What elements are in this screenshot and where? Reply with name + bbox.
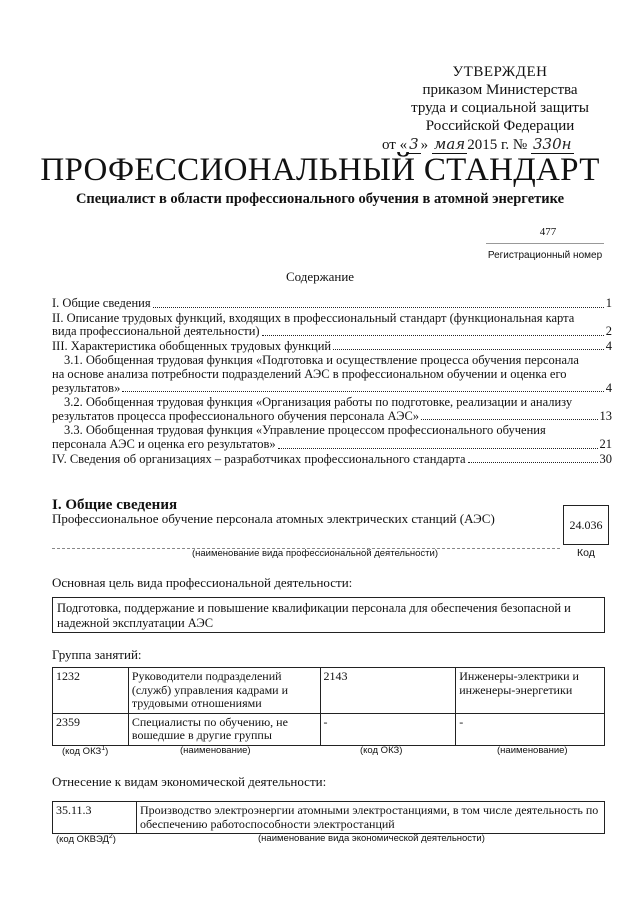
registration-underline (486, 243, 604, 244)
group-label: Группа занятий: (52, 647, 142, 662)
okved-label: Отнесение к видам экономической деятельности: (52, 774, 327, 789)
okved-code-cell: 35.11.3 (53, 802, 137, 834)
approval-title: УТВЕРЖДЕН (452, 64, 548, 80)
toc-page: 4 (605, 338, 612, 353)
okved-code-caption: (код ОКВЭД$^2$) (56, 833, 116, 846)
toc-item[interactable]: II. Описание трудовых функций, входящих в профессиональный стандарт (функциональная карта вида профессиональной деятельности) 2 (52, 310, 612, 339)
okz-code-caption-2: (код ОКЗ) (360, 745, 403, 756)
okved-name-caption: (наименование вида экономической деятельности) (258, 833, 485, 844)
activity-name: Профессиональное обучение персонала атомных электрических станций (АЭС) (52, 511, 495, 526)
toc-page: 4 (605, 380, 612, 395)
okved-name-cell: Производство электроэнергии атомными электростанциями, в том числе деятельность по обеспечению работоспособности электростанций (137, 802, 605, 834)
code-caption: Код (577, 547, 595, 559)
document-subtitle: Специалист в области профессионального обучения в атомной энергетике (75, 191, 565, 207)
occupation-name-cell: Руководители подразделений (служб) управления кадрами и трудовыми отношениями (128, 668, 320, 714)
toc-item[interactable]: 3.1. Обобщенная трудовая функция «Подготовка и осуществление процесса обучения персонала на основе анализа потребности подразделений АЭС в профессиональном обучении и оценка его результатов» 4 (52, 353, 612, 395)
name-caption-2: (наименование) (497, 745, 568, 756)
goal-box: Подготовка, поддержание и повышение квалификации персонала для обеспечения безопасной и надежной эксплуатации АЭС (52, 597, 605, 633)
date-mid: » (420, 137, 429, 153)
approval-line-3: Российской Федерации (425, 118, 575, 134)
okz-code-cell: 1232 (53, 668, 129, 714)
name-caption-1: (наименование) (180, 745, 251, 756)
okz-code-cell: 2143 (320, 668, 456, 714)
toc-item[interactable]: IV. Сведения об организациях – разработчиках профессионального стандарта 30 (52, 451, 612, 466)
okved-table (52, 801, 605, 834)
table-of-contents (52, 297, 612, 467)
approval-line-1: приказом Министерства (422, 82, 578, 98)
toc-heading: Содержание (285, 269, 355, 284)
toc-item[interactable]: 3.2. Обобщенная трудовая функция «Организация работы по подготовке, реализации и анализу результатов процесса профессионального обучения персонала АЭС» 13 (52, 395, 612, 423)
date-year: 2015 г. № (467, 137, 528, 153)
toc-item[interactable]: 3.3. Обобщенная трудовая функция «Управление процессом профессионального обучения персонала АЭС и оценка его результатов» 21 (52, 423, 612, 451)
okz-code-cell: 2359 (53, 713, 129, 745)
toc-item[interactable]: III. Характеристика обобщенных трудовых функций 4 (52, 338, 612, 353)
toc-page: 13 (599, 408, 612, 423)
table-row (53, 802, 605, 834)
section-heading: I. Общие сведения (52, 497, 178, 513)
registration-number: 477 (539, 226, 557, 238)
toc-item[interactable]: I. Общие сведения 1 (52, 296, 612, 310)
occupation-name-cell: Специалисты по обучению, не вошедшие в другие группы (128, 713, 320, 745)
document-title: ПРОФЕССИОНАЛЬНЫЙ СТАНДАРТ (40, 152, 600, 188)
occupation-name-cell: - (456, 713, 605, 745)
toc-page: 30 (599, 451, 612, 466)
occupation-name-cell: Инженеры-электрики и инженеры-энергетики (456, 668, 605, 714)
activity-code-box: 24.036 (563, 505, 609, 545)
handwritten-order-number: 330н (533, 135, 572, 153)
toc-page: 1 (605, 296, 612, 310)
handwritten-month: мая (433, 135, 466, 153)
table-row (53, 668, 605, 714)
okz-code-caption-1: (код ОКЗ$^1$) (62, 745, 109, 758)
goal-label: Основная цель вида профессиональной деятельности: (52, 575, 353, 590)
date-prefix: от « (382, 137, 408, 153)
occupation-group-table (52, 667, 605, 746)
table-row (53, 713, 605, 745)
toc-page: 2 (605, 324, 612, 339)
toc-page: 21 (599, 436, 612, 451)
handwritten-day: 3 (409, 135, 419, 153)
registration-label: Регистрационный номер (487, 250, 603, 261)
approval-line-2: труда и социальной защиты (411, 100, 589, 116)
approval-block (380, 63, 620, 154)
activity-caption: (наименование вида профессиональной деятельности) (191, 548, 439, 559)
okz-code-cell: - (320, 713, 456, 745)
